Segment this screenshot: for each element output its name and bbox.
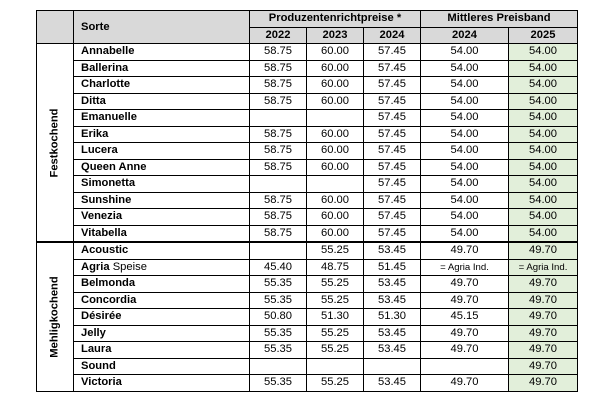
- variety-name-text: Jelly: [81, 326, 106, 339]
- price-cell: 49.70: [421, 242, 509, 259]
- price-cell-highlight: 54.00: [509, 126, 578, 143]
- header-year: 2024: [364, 27, 421, 44]
- variety-name-text: Ballerina: [81, 61, 129, 74]
- price-cell: 54.00: [421, 77, 509, 94]
- price-cell: 60.00: [307, 159, 364, 176]
- header-price-band: Mittleres Preisband: [421, 11, 578, 28]
- price-cell: 55.25: [307, 276, 364, 293]
- price-cell: 57.45: [364, 176, 421, 193]
- table-row: [37, 209, 578, 226]
- table-row: [37, 309, 578, 326]
- price-cell-highlight: 54.00: [509, 93, 578, 110]
- price-cell: 51.30: [364, 309, 421, 326]
- price-cell: 57.45: [364, 225, 421, 242]
- price-cell: 60.00: [307, 60, 364, 77]
- price-cell-highlight: 54.00: [509, 110, 578, 127]
- price-cell: = Agria Ind.: [421, 259, 509, 276]
- price-cell: 55.25: [307, 292, 364, 309]
- price-cell-highlight: 54.00: [509, 225, 578, 242]
- price-cell-highlight: 54.00: [509, 77, 578, 94]
- variety-name: [74, 143, 250, 160]
- table-row: [37, 276, 578, 293]
- table-row: [37, 60, 578, 77]
- table-row: [37, 176, 578, 193]
- price-cell: 60.00: [307, 192, 364, 209]
- table-row: [37, 77, 578, 94]
- price-cell-highlight: 49.70: [509, 242, 578, 259]
- price-cell: 58.75: [250, 60, 307, 77]
- price-cell: 54.00: [421, 60, 509, 77]
- table-body: [37, 44, 578, 392]
- price-cell: 54.00: [421, 126, 509, 143]
- variety-name: [74, 342, 250, 359]
- price-cell: 57.45: [364, 143, 421, 160]
- price-cell: 58.75: [250, 143, 307, 160]
- variety-name-text: Vitabella: [81, 226, 127, 239]
- price-cell: 54.00: [421, 176, 509, 193]
- variety-name: [74, 77, 250, 94]
- variety-name: [74, 192, 250, 209]
- price-cell: 54.00: [421, 192, 509, 209]
- table-row: [37, 159, 578, 176]
- group-label-cell: [37, 242, 74, 391]
- price-cell: 58.75: [250, 225, 307, 242]
- variety-name: [74, 209, 250, 226]
- variety-name-text: Annabelle: [81, 45, 135, 58]
- price-cell: 54.00: [421, 44, 509, 61]
- price-cell: [421, 358, 509, 375]
- price-cell-highlight: 54.00: [509, 44, 578, 61]
- price-cell: 57.45: [364, 126, 421, 143]
- price-cell: 55.35: [250, 276, 307, 293]
- price-cell-highlight: 49.70: [509, 375, 578, 392]
- table-row: [37, 259, 578, 276]
- price-cell-highlight: 49.70: [509, 276, 578, 293]
- table-row: [37, 292, 578, 309]
- table-row: [37, 93, 578, 110]
- price-cell: [250, 110, 307, 127]
- variety-name-text: Charlotte: [81, 78, 131, 91]
- variety-name-text: Venezia: [81, 210, 123, 223]
- price-cell: 57.45: [364, 44, 421, 61]
- table-header: [37, 11, 578, 44]
- variety-name: [74, 126, 250, 143]
- table-row: [37, 110, 578, 127]
- price-cell-highlight: 49.70: [509, 325, 578, 342]
- table-row: [37, 126, 578, 143]
- price-cell: 58.75: [250, 77, 307, 94]
- price-cell: 45.15: [421, 309, 509, 326]
- price-cell: 54.00: [421, 110, 509, 127]
- variety-name-text: Concordia: [81, 293, 137, 306]
- table-row: [37, 358, 578, 375]
- price-cell: 53.45: [364, 325, 421, 342]
- header-year: 2025: [509, 27, 578, 44]
- price-table: [36, 10, 578, 392]
- price-cell: 49.70: [421, 342, 509, 359]
- variety-name: [74, 60, 250, 77]
- price-cell: 57.45: [364, 93, 421, 110]
- table-row: [37, 192, 578, 209]
- price-cell: 49.70: [421, 292, 509, 309]
- price-cell: 49.70: [421, 325, 509, 342]
- variety-name-text: Victoria: [81, 376, 122, 389]
- price-cell: 53.45: [364, 242, 421, 259]
- variety-name: [74, 292, 250, 309]
- variety-name-text: Lucera: [81, 144, 118, 157]
- price-cell: 55.35: [250, 325, 307, 342]
- variety-name-text: Sound: [81, 359, 116, 372]
- price-cell: 55.35: [250, 342, 307, 359]
- group-label: Mehligkochend: [48, 276, 61, 358]
- price-cell: 58.75: [250, 44, 307, 61]
- table-row: [37, 342, 578, 359]
- variety-name: [74, 110, 250, 127]
- price-cell: 53.45: [364, 292, 421, 309]
- price-cell: 60.00: [307, 77, 364, 94]
- price-cell: [364, 358, 421, 375]
- price-cell: 57.45: [364, 110, 421, 127]
- variety-name: [74, 159, 250, 176]
- variety-name: [74, 93, 250, 110]
- price-cell: 57.45: [364, 60, 421, 77]
- price-cell: 50.80: [250, 309, 307, 326]
- price-cell: [250, 176, 307, 193]
- price-cell: 57.45: [364, 159, 421, 176]
- price-cell: 60.00: [307, 44, 364, 61]
- price-cell-highlight: 49.70: [509, 342, 578, 359]
- price-cell: 45.40: [250, 259, 307, 276]
- header-corner: [37, 11, 74, 44]
- table-row: [37, 44, 578, 61]
- variety-name: [74, 358, 250, 375]
- header-producer-prices: Produzentenrichtpreise *: [250, 11, 421, 28]
- price-cell: 57.45: [364, 192, 421, 209]
- price-cell: 55.25: [307, 242, 364, 259]
- header-year: 2023: [307, 27, 364, 44]
- variety-name-text: Queen Anne: [81, 160, 147, 173]
- price-cell: 49.70: [421, 375, 509, 392]
- table-row: [37, 225, 578, 242]
- price-cell: 55.35: [250, 292, 307, 309]
- variety-name-text: Simonetta: [81, 177, 136, 190]
- price-cell: 54.00: [421, 93, 509, 110]
- price-cell: 54.00: [421, 159, 509, 176]
- price-cell: 60.00: [307, 209, 364, 226]
- table-row: [37, 143, 578, 160]
- variety-name: [74, 225, 250, 242]
- price-cell-highlight: 49.70: [509, 358, 578, 375]
- variety-name-text: Emanuelle: [81, 111, 137, 124]
- price-cell: 57.45: [364, 77, 421, 94]
- price-cell: 53.45: [364, 375, 421, 392]
- price-cell: 48.75: [307, 259, 364, 276]
- price-cell: 58.75: [250, 159, 307, 176]
- price-cell: 49.70: [421, 276, 509, 293]
- price-cell-highlight: 49.70: [509, 292, 578, 309]
- table-row: [37, 242, 578, 259]
- table-row: [37, 375, 578, 392]
- price-cell: 55.25: [307, 325, 364, 342]
- variety-name: [74, 176, 250, 193]
- price-cell: 51.45: [364, 259, 421, 276]
- price-cell-highlight: 54.00: [509, 176, 578, 193]
- price-cell: 57.45: [364, 209, 421, 226]
- price-cell-highlight: 54.00: [509, 143, 578, 160]
- price-cell-highlight: 49.70: [509, 309, 578, 326]
- variety-name: [74, 309, 250, 326]
- variety-name-text: Ditta: [81, 94, 106, 107]
- price-cell: 58.75: [250, 192, 307, 209]
- header-year: 2024: [421, 27, 509, 44]
- price-table-container: [36, 10, 578, 392]
- variety-name-text: Erika: [81, 127, 109, 140]
- variety-name-text: Acoustic: [81, 244, 129, 257]
- price-cell-highlight: 54.00: [509, 60, 578, 77]
- variety-name-text: Belmonda: [81, 277, 136, 290]
- price-cell: 53.45: [364, 276, 421, 293]
- group-label: Festkochend: [48, 107, 61, 178]
- price-cell: 55.25: [307, 342, 364, 359]
- price-cell-highlight: = Agria Ind.: [509, 259, 578, 276]
- price-cell: 58.75: [250, 209, 307, 226]
- price-cell: 54.00: [421, 225, 509, 242]
- price-cell: 60.00: [307, 126, 364, 143]
- price-cell: 54.00: [421, 143, 509, 160]
- price-cell: 54.00: [421, 209, 509, 226]
- variety-name-text: Sunshine: [81, 193, 132, 206]
- price-cell: 53.45: [364, 342, 421, 359]
- variety-name-suffix: Speise: [109, 260, 147, 273]
- variety-name-text: Laura: [81, 343, 112, 356]
- price-cell: 60.00: [307, 225, 364, 242]
- variety-name: [74, 375, 250, 392]
- variety-name: [74, 259, 250, 276]
- header-sorte: Sorte: [74, 11, 250, 44]
- variety-name-text: Agria: [81, 260, 110, 273]
- variety-name: [74, 242, 250, 259]
- price-cell: 55.35: [250, 375, 307, 392]
- price-cell: 55.25: [307, 375, 364, 392]
- variety-name: [74, 276, 250, 293]
- price-cell-highlight: 54.00: [509, 192, 578, 209]
- group-label-cell: [37, 44, 74, 243]
- variety-name-text: Désirée: [81, 310, 122, 323]
- price-cell: 51.30: [307, 309, 364, 326]
- price-cell: [250, 242, 307, 259]
- variety-name: [74, 44, 250, 61]
- header-year: 2022: [250, 27, 307, 44]
- price-cell-highlight: 54.00: [509, 209, 578, 226]
- price-cell: 58.75: [250, 93, 307, 110]
- table-row: [37, 325, 578, 342]
- price-cell: [307, 358, 364, 375]
- price-cell: 58.75: [250, 126, 307, 143]
- price-cell: [250, 358, 307, 375]
- price-cell: [307, 176, 364, 193]
- price-cell-highlight: 54.00: [509, 159, 578, 176]
- price-cell: 60.00: [307, 143, 364, 160]
- price-cell: 60.00: [307, 93, 364, 110]
- price-cell: [307, 110, 364, 127]
- variety-name: [74, 325, 250, 342]
